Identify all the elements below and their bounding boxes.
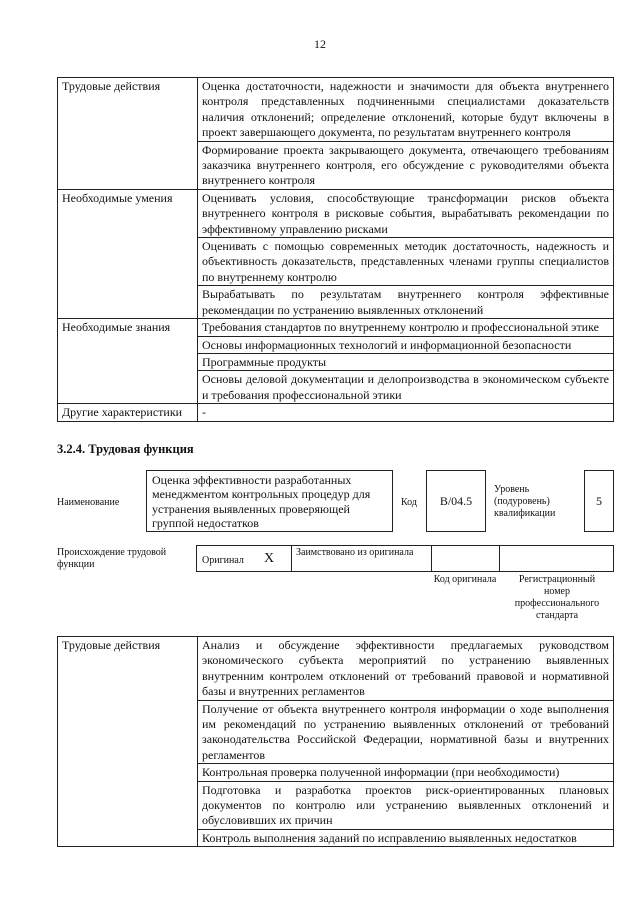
table-cell: Формирование проекта закрывающего документа, отвечающего требованиям заказчика внутреннего контроля, его обсуждение с руководителями объекта внутреннего контроля xyxy=(198,141,614,189)
function-name-box xyxy=(146,470,393,532)
requirements-table-1 xyxy=(57,77,614,422)
table-cell: Вырабатывать по результатам внутреннего контроля эффективные рекомендации по устранению выявленных отклонений xyxy=(198,286,614,319)
table-row xyxy=(58,637,614,701)
original-mark: X xyxy=(264,551,275,566)
original-label: Оригинал xyxy=(202,555,244,566)
reg-caption: Регистрационный номер профессионального стандарта xyxy=(514,574,600,621)
table-cell: Анализ и обсуждение эффективности предлагаемых руководством экономического субъекта мероприятий по устранению выявленных внутренним контролем отклонений от требований правовой и нормативной базы и внутренних регламентов xyxy=(198,637,614,701)
row-label: Трудовые действия xyxy=(58,637,198,847)
code-box xyxy=(426,470,486,532)
table-cell: Требования стандартов по внутреннему контролю и профессиональной этике xyxy=(198,319,614,336)
code-value: B/04.5 xyxy=(439,493,473,508)
page-number: 12 xyxy=(314,37,326,51)
function-name-value: Оценка эффективности разработанных менеджментом контрольных процедур для устранения выявленных проверяющей группой недостатков xyxy=(152,473,371,531)
origin-divider xyxy=(291,545,292,572)
row-label: Необходимые знания xyxy=(58,319,198,404)
table-row xyxy=(58,78,614,142)
row-label: Трудовые действия xyxy=(58,78,198,190)
code-label: Код xyxy=(401,497,417,508)
section-title: 3.2.4. Трудовая функция xyxy=(57,442,194,456)
origin-divider xyxy=(431,545,432,572)
table-row xyxy=(58,189,614,237)
name-label: Наименование xyxy=(57,497,120,508)
table-cell: Оценивать с помощью современных методик достаточность, надежность и объективность доказательств, представленных членами группы специалистов по внутреннему контролю xyxy=(198,238,614,286)
table-cell: Оценка достаточности, надежности и значимости для объекта внутреннего контроля представленных подчиненными специалистами доказательств наличия отклонений; определение отклонений, которые будут включены в проект завершающего документа, по результатам внутреннего контроля xyxy=(198,78,614,142)
level-label: Уровень (подуровень) квалификации xyxy=(494,484,556,519)
level-box xyxy=(584,470,614,532)
origin-label: Происхождение трудовой функции xyxy=(57,547,167,570)
table-cell: Контроль выполнения заданий по исправлению выявленных недостатков xyxy=(198,829,614,846)
table-cell: - xyxy=(198,404,614,421)
table-row xyxy=(58,404,614,421)
level-value: 5 xyxy=(596,493,602,508)
table-row xyxy=(58,319,614,336)
table-cell: Контрольная проверка полученной информации (при необходимости) xyxy=(198,764,614,781)
table-cell: Подготовка и разработка проектов риск-ориентированных плановых документов по контролю или устранению выявленных отклонений и обусловивших их причин xyxy=(198,781,614,829)
table-cell: Основы деловой документации и делопроизводства в экономическом субъекте и требования профессиональной этики xyxy=(198,371,614,404)
table-cell: Получение от объекта внутреннего контроля информации о ходе выполнения им рекомендаций по устранению выявленных отклонений от требований законодательства Российской Федерации, нормативной базы и внутренних регламентов xyxy=(198,700,614,764)
origin-divider xyxy=(499,545,500,572)
row-label: Необходимые умения xyxy=(58,189,198,318)
code-caption: Код оригинала xyxy=(433,574,497,585)
row-label: Другие характеристики xyxy=(58,404,198,421)
requirements-table-2 xyxy=(57,636,614,847)
table-cell: Программные продукты xyxy=(198,353,614,370)
table-cell: Оценивать условия, способствующие трансформации рисков объекта внутреннего контроля в рисковые события, вырабатывать рекомендации по эффективному управлению рисками xyxy=(198,189,614,237)
borrowed-label: Заимствовано из оригинала xyxy=(296,547,414,558)
table-cell: Основы информационных технологий и информационной безопасности xyxy=(198,336,614,353)
